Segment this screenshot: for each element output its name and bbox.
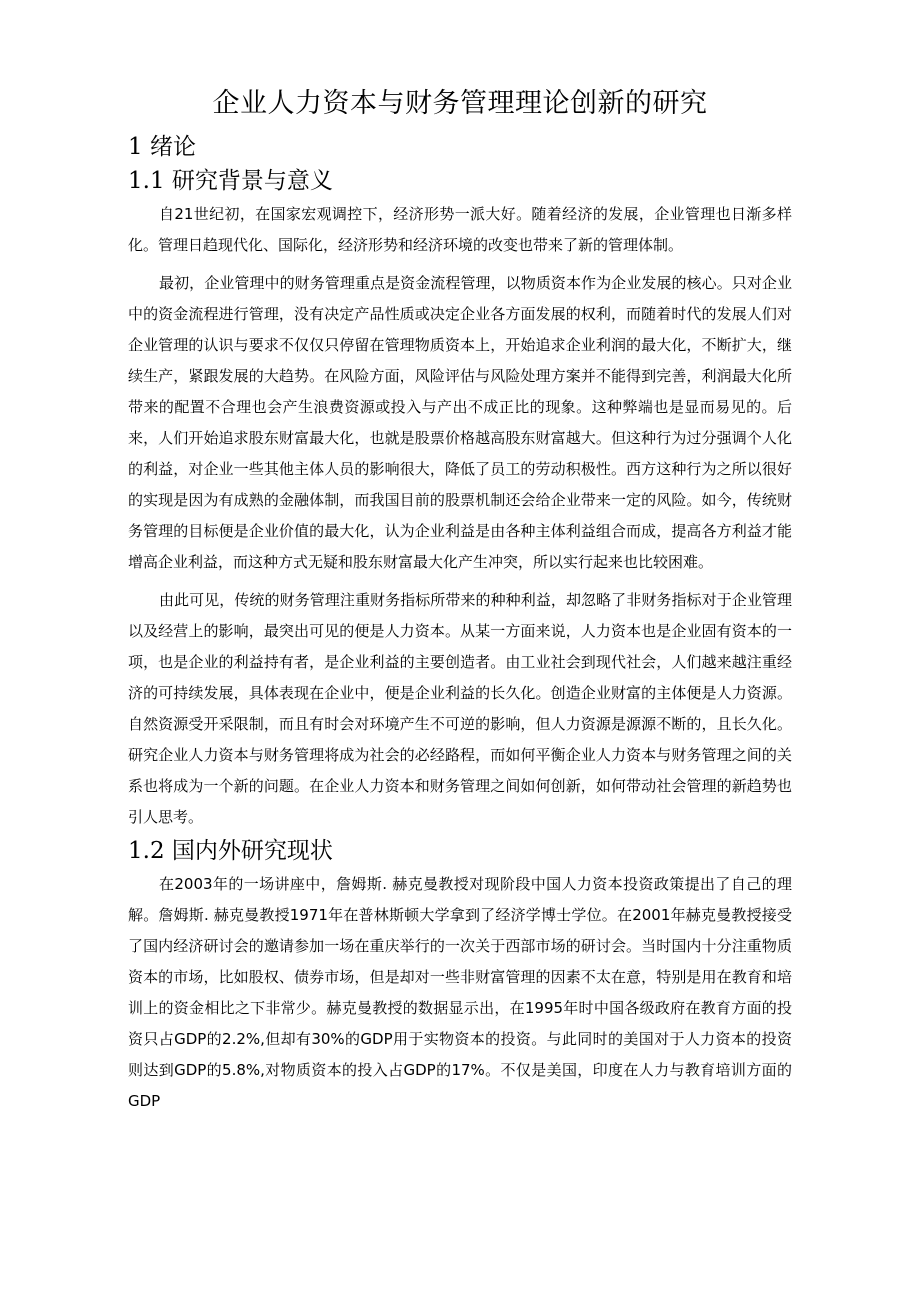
section-heading-1: 1 绪论 <box>128 134 196 160</box>
subsection-heading-1-2: 1.2 国内外研究现状 <box>128 838 333 864</box>
paragraph: 最初，企业管理中的财务管理重点是资金流程管理，以物质资本作为企业发展的核心。只对企业中的资金流程进行管理，没有决定产品性质或决定企业各方面发展的权利，而随着时代的发展人们对企业管理的认识与要求不仅仅只停留在管理物质资本上，开始追求企业利润的最大化，不断扩大，继续生产，紧跟发展的大趋势。在风险方面，风险评估与风险处理方案并不能得到完善，利润最大化所带来的配置不合理也会产生浪费资源或投入与产出不成正比的现象。这种弊端也是显而易见的。后来，人们开始追求股东财富最大化，也就是股票价格越高股东财富越大。但这种行为过分强调个人化的利益，对企业一些其他主体人员的影响很大，降低了员工的劳动积极性。西方这种行为之所以很好的实现是因为有成熟的金融体制，而我国目前的股票机制还会给企业带来一定的风险。如今，传统财务管理的目标便是企业价值的最大化，认为企业利益是由各种主体利益组合而成，提高各方利益才能增高企业利益，而这种方式无疑和股东财富最大化产生冲突，所以实行起来也比较困难。 <box>128 274 792 571</box>
paragraph: 在2003年的一场讲座中，詹姆斯. 赫克曼教授对现阶段中国人力资本投资政策提出了自己的理解。詹姆斯. 赫克曼教授1971年在普林斯顿大学拿到了经济学博士学位。在2001年赫克曼教授接受了国内经济研讨会的邀请参加一场在重庆举行的一次关于西部市场的研讨会。当时国内十分注重物质资本的市场，比如股权、债券市场，但是却对一些非财富管理的因素不太在意，特别是用在教育和培训上的资金相比之下非常少。赫克曼教授的数据显示出，在1995年时中国各级政府在教育方面的投资只占GDP的2.2%,但却有30%的GDP用于实物资本的投资。与此同时的美国对于人力资本的投资则达到GDP的5.8%,对物质资本的投入占GDP的17%。不仅是美国，印度在人力与教育培训方面的GDP <box>128 875 792 1110</box>
document-title: 企业人力资本与财务管理理论创新的研究 <box>212 88 708 119</box>
document-page <box>128 85 792 1117</box>
paragraph: 自21世纪初，在国家宏观调控下，经济形势一派大好。随着经济的发展，企业管理也日渐多样化。管理日趋现代化、国际化，经济形势和经济环境的改变也带来了新的管理体制。 <box>128 205 792 254</box>
subsection-heading-1-1: 1.1 研究背景与意义 <box>128 168 333 194</box>
paragraph: 由此可见，传统的财务管理注重财务指标所带来的种种利益，却忽略了非财务指标对于企业管理以及经营上的影响，最突出可见的便是人力资本。从某一方面来说，人力资本也是企业固有资本的一项，也是企业的利益持有者，是企业利益的主要创造者。由工业社会到现代社会，人们越来越注重经济的可持续发展，具体表现在企业中，便是企业利益的长久化。创造企业财富的主体便是人力资源。自然资源受开采限制，而且有时会对环境产生不可逆的影响，但人力资源是源源不断的，且长久化。研究企业人力资本与财务管理将成为社会的必经路程，而如何平衡企业人力资本与财务管理之间的关系也将成为一个新的问题。在企业人力资本和财务管理之间如何创新，如何带动社会管理的新趋势也引人思考。 <box>128 591 792 826</box>
